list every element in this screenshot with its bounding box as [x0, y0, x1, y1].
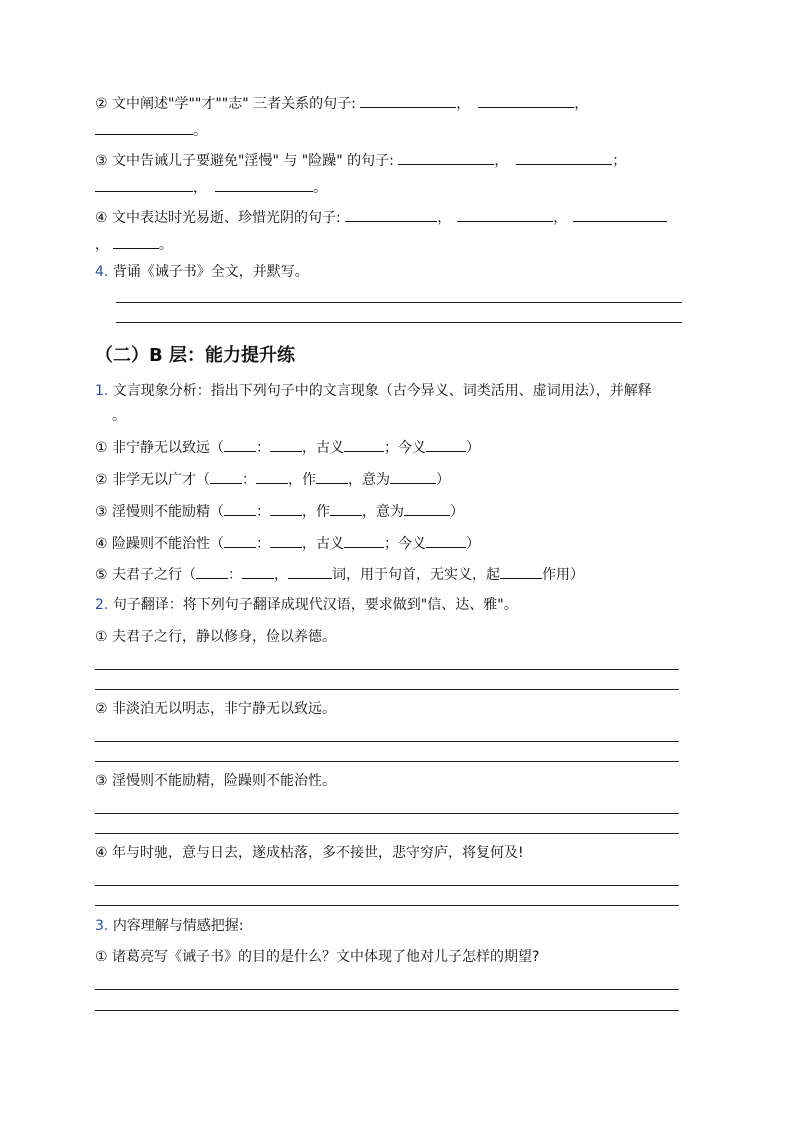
- item-sentence: 淫慢则不能励精: [112, 504, 211, 520]
- question-number: 1.: [95, 383, 109, 399]
- label: ，作: [302, 504, 331, 520]
- paren-open: （: [210, 536, 225, 552]
- a-item3-text: 文中告诫儿子要避免"淫慢" 与 "险躁" 的句子:: [112, 153, 394, 169]
- paren-open: （: [196, 472, 211, 488]
- b-q1-item1: [95, 437, 480, 458]
- circled-4-marker: ④: [95, 845, 108, 861]
- paren-close: ）: [436, 472, 451, 488]
- b-q2-item3: [95, 771, 336, 791]
- item-sentence: 险躁则不能治性: [112, 536, 211, 552]
- paren-close: ）: [450, 504, 465, 520]
- circled-4-marker: ④: [95, 536, 108, 552]
- answer-blank[interactable]: [516, 150, 612, 165]
- label: ；今义: [384, 440, 427, 456]
- circled-3-marker: ③: [95, 773, 108, 789]
- circled-3-marker: ③: [95, 504, 108, 520]
- paren-open: （: [210, 504, 225, 520]
- answer-blank[interactable]: [215, 177, 313, 192]
- b-q2-item1: [95, 627, 336, 647]
- answer-line[interactable]: [95, 885, 679, 886]
- circled-1-marker: ①: [95, 440, 108, 456]
- sentence-end: 。: [193, 123, 207, 139]
- b-q2-item2: [95, 699, 336, 719]
- answer-line[interactable]: [95, 833, 679, 834]
- answer-line[interactable]: [116, 302, 682, 303]
- answer-line[interactable]: [95, 813, 679, 814]
- paren-open: （: [210, 440, 225, 456]
- answer-blank[interactable]: [196, 564, 228, 579]
- circled-2-marker: ②: [95, 701, 108, 717]
- a-item3-cont: [95, 177, 327, 198]
- a-item3: [95, 150, 626, 171]
- colon: ：: [256, 536, 271, 552]
- answer-line[interactable]: [95, 689, 679, 690]
- label: ，作: [288, 472, 317, 488]
- circled-1-marker: ①: [95, 629, 108, 645]
- answer-line[interactable]: [95, 905, 679, 906]
- answer-blank[interactable]: [500, 564, 542, 579]
- answer-blank[interactable]: [360, 93, 456, 108]
- question-text: 句子翻译：将下列句子翻译成现代汉语，要求做到"信、达、雅"。: [112, 597, 518, 613]
- b-q3-item1: [95, 947, 539, 967]
- paren-open: （: [182, 567, 197, 583]
- answer-blank[interactable]: [270, 501, 302, 516]
- label: ；今义: [384, 536, 427, 552]
- b-q2: [95, 595, 518, 615]
- circled-2-marker: ②: [95, 96, 108, 112]
- question-text: 背诵《诫子书》全文，并默写。: [112, 264, 309, 280]
- a-item4-text: 文中表达时光易逝、珍惜光阴的句子:: [112, 210, 341, 226]
- circled-3-marker: ③: [95, 153, 108, 169]
- b-q3: [95, 916, 244, 936]
- answer-blank[interactable]: [270, 533, 302, 548]
- answer-blank[interactable]: [344, 533, 384, 548]
- answer-blank[interactable]: [457, 207, 553, 222]
- answer-blank[interactable]: [330, 501, 362, 516]
- answer-blank[interactable]: [398, 150, 494, 165]
- answer-blank[interactable]: [242, 564, 274, 579]
- item-sentence: 非学无以广才: [112, 472, 197, 488]
- answer-line[interactable]: [95, 1010, 679, 1011]
- separator: ；: [612, 153, 627, 169]
- answer-blank[interactable]: [210, 469, 242, 484]
- b-q1: [95, 381, 652, 401]
- answer-line[interactable]: [95, 989, 679, 990]
- colon: ：: [256, 440, 271, 456]
- a-item2-text: 文中阐述"学""才""志" 三者关系的句子:: [112, 96, 356, 112]
- answer-blank[interactable]: [344, 437, 384, 452]
- question-text: 文言现象分析：指出下列句子中的文言现象（古今异义、词类活用、虚词用法），并解释: [112, 383, 652, 399]
- item-sentence: 淫慢则不能励精，险躁则不能治性。: [112, 773, 337, 789]
- answer-blank[interactable]: [270, 437, 302, 452]
- answer-blank[interactable]: [345, 207, 437, 222]
- item-sentence: 夫君子之行: [112, 567, 183, 583]
- a-q4: [95, 262, 309, 282]
- answer-blank[interactable]: [573, 207, 667, 222]
- answer-blank[interactable]: [426, 437, 466, 452]
- circled-5-marker: ⑤: [95, 567, 108, 583]
- paren-close: ）: [466, 440, 481, 456]
- b-q2-item4: [95, 843, 524, 863]
- paren-close: 作用）: [542, 567, 585, 583]
- answer-blank[interactable]: [426, 533, 466, 548]
- question-number: 3.: [95, 918, 109, 934]
- answer-line[interactable]: [95, 669, 679, 670]
- answer-blank[interactable]: [224, 533, 256, 548]
- label: 词，用于句首，无实义，起: [332, 567, 501, 583]
- question-number: 4.: [95, 264, 109, 280]
- separator: ，: [574, 96, 589, 112]
- answer-line[interactable]: [95, 761, 679, 762]
- separator: ，: [494, 153, 509, 169]
- label: ，意为: [348, 472, 391, 488]
- a-item4: [95, 207, 667, 228]
- label: ，古义: [302, 536, 345, 552]
- answer-blank[interactable]: [95, 177, 193, 192]
- separator: ，: [456, 96, 471, 112]
- a-item2: [95, 93, 588, 114]
- circled-2-marker: ②: [95, 472, 108, 488]
- answer-blank[interactable]: [316, 469, 348, 484]
- separator: ，: [95, 237, 109, 253]
- a-item2-cont: [95, 120, 207, 141]
- question-number: 2.: [95, 597, 109, 613]
- answer-line[interactable]: [95, 741, 679, 742]
- answer-blank[interactable]: [256, 469, 288, 484]
- separator: ，: [193, 180, 207, 196]
- item-sentence: 诸葛亮写《诫子书》的目的是什么？文中体现了他对儿子怎样的期望?: [112, 949, 540, 965]
- sentence-end: 。: [159, 237, 173, 253]
- label: ，古义: [302, 440, 345, 456]
- b-q1-item4: [95, 533, 480, 554]
- sentence-end: 。: [313, 180, 327, 196]
- answer-blank[interactable]: [288, 564, 332, 579]
- section-b-title: （二）B 层：能力提升练: [95, 345, 295, 366]
- answer-blank[interactable]: [478, 93, 574, 108]
- question-text: 内容理解与情感把握:: [112, 918, 244, 934]
- separator: ，: [437, 210, 452, 226]
- b-q1-item3: [95, 501, 464, 522]
- separator: ，: [553, 210, 568, 226]
- paren-close: ）: [466, 536, 481, 552]
- b-q1-wrap: 。: [112, 408, 126, 424]
- answer-blank[interactable]: [95, 120, 193, 135]
- answer-blank[interactable]: [224, 437, 256, 452]
- circled-4-marker: ④: [95, 210, 108, 226]
- answer-line[interactable]: [116, 322, 682, 323]
- colon: ：: [228, 567, 243, 583]
- label: ，: [274, 567, 289, 583]
- b-q1-item2: [95, 469, 450, 490]
- item-sentence: 年与时驰，意与日去，遂成枯落，多不接世，悲守穷庐，将复何及!: [112, 845, 524, 861]
- answer-blank[interactable]: [390, 469, 436, 484]
- label: ，意为: [362, 504, 405, 520]
- b-q1-item5: [95, 564, 584, 585]
- item-sentence: 非淡泊无以明志，非宁静无以致远。: [112, 701, 337, 717]
- colon: ：: [242, 472, 257, 488]
- item-sentence: 非宁静无以致远: [112, 440, 211, 456]
- answer-blank[interactable]: [224, 501, 256, 516]
- colon: ：: [256, 504, 271, 520]
- answer-blank[interactable]: [404, 501, 450, 516]
- item-sentence: 夫君子之行，静以修身，俭以养德。: [112, 629, 337, 645]
- circled-1-marker: ①: [95, 949, 108, 965]
- a-item4-cont: [95, 234, 173, 255]
- answer-blank[interactable]: [113, 234, 159, 249]
